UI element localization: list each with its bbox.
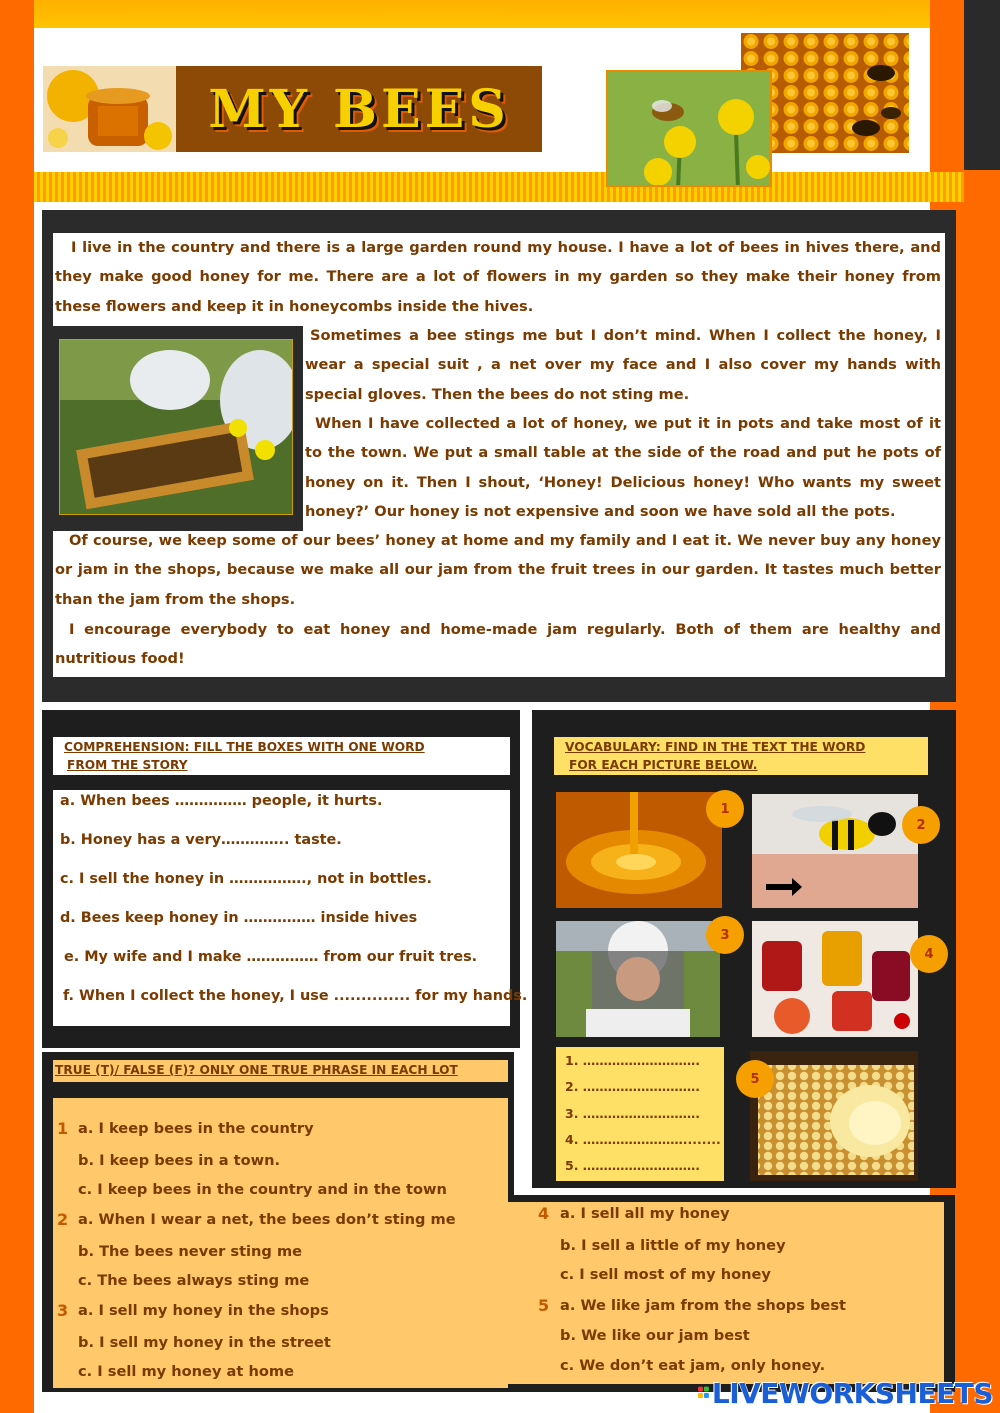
comprehension-item-c[interactable]: c. I sell the honey in ……………., not in bottles. [60,871,432,887]
vocab-badge-1: 1 [706,790,744,828]
tf-2c[interactable]: c. The bees always sting me [78,1272,310,1289]
tf-group-2-number: 2 [57,1210,69,1229]
vocab-answer-2[interactable]: 2. ………………………. [565,1079,701,1094]
right-dark-border [964,0,1000,170]
vocab-picture-jam [752,921,918,1037]
story-paragraph-3: When I have collected a lot of honey, we put it in pots and take most of it to the town. We put a small table at the side of the road and put he pots of honey on it. Then I shout, ‘Honey! Delicious honey! Who wants my sweet honey?’ Our honey is not expensive and soon we have sold all the pots. [305,415,941,521]
left-orange-border [0,0,34,1413]
tf-1b[interactable]: b. I keep bees in a town. [78,1152,281,1169]
striped-divider-band [34,172,964,202]
top-color-band [0,0,1000,28]
vocabulary-heading-line2: FOR EACH PICTURE BELOW. [569,758,758,772]
story-paragraph-4: Of course, we keep some of our bees’ honey at home and my family and I eat it. We never buy any honey or jam in the shops, because we make all our jam from the fruit trees in our garden. It tastes much better than the jam from the shops. [55,532,941,608]
comprehension-heading-line2: FROM THE STORY [67,758,188,772]
vocabulary-heading-line1: VOCABULARY: FIND IN THE TEXT THE WORD [565,740,866,754]
right-orange-border-lower [964,170,1000,1413]
vocab-picture-honeycomb [750,1051,918,1181]
tf-4c[interactable]: c. I sell most of my honey [560,1266,771,1283]
tf-group-5-number: 5 [538,1296,550,1315]
comprehension-item-d[interactable]: d. Bees keep honey in …………… inside hives [60,910,418,926]
tf-group-3-number: 3 [57,1301,69,1320]
tf-4a[interactable]: a. I sell all my honey [560,1205,730,1222]
comprehension-item-a[interactable]: a. When bees …………… people, it hurts. [60,793,383,809]
honey-jar-photo [43,66,177,152]
true-false-heading: TRUE (T)/ FALSE (F)? ONLY ONE TRUE PHRASE IN EACH LOT [55,1063,458,1077]
vocab-answer-3[interactable]: 3. ………………………. [565,1106,701,1121]
vocab-badge-2: 2 [902,806,940,844]
tf-5b[interactable]: b. We like our jam best [560,1327,750,1344]
tf-5a[interactable]: a. We like jam from the shops best [560,1297,846,1314]
tf-1c[interactable]: c. I keep bees in the country and in the town [78,1181,447,1198]
vocab-badge-5: 5 [736,1060,774,1098]
vocab-badge-4: 4 [910,935,948,973]
tf-3c[interactable]: c. I sell my honey at home [78,1363,294,1380]
comprehension-item-b[interactable]: b. Honey has a very………….. taste. [60,832,342,848]
beekeepers-photo [59,339,293,515]
tf-5c[interactable]: c. We don’t eat jam, only honey. [560,1357,826,1374]
tf-group-1-number: 1 [57,1119,69,1138]
vocab-answer-5[interactable]: 5. ………………………. [565,1158,701,1173]
page-title: MY BEES [208,78,510,140]
tf-4b[interactable]: b. I sell a little of my honey [560,1237,786,1254]
tf-3b[interactable]: b. I sell my honey in the street [78,1334,331,1351]
bee-on-flower-photo [606,70,772,187]
vocab-picture-honey [556,792,722,908]
story-paragraph-2: Sometimes a bee stings me but I don’t mind. When I collect the honey, I wear a special suit , a net over my face and I also cover my hands with special gloves. Then the bees do not sting me. [305,327,941,403]
liveworksheets-brand-text: LIVEWORKSHEETS [711,1376,993,1410]
tf-3a[interactable]: a. I sell my honey in the shops [78,1302,329,1319]
vocab-picture-sting [752,794,918,908]
comprehension-item-f[interactable]: f. When I collect the honey, I use .............. for my hands. [63,988,528,1004]
vocab-answer-4[interactable]: 4. ……………………........ [565,1132,721,1147]
tf-2a[interactable]: a. When I wear a net, the bees don’t sting me [78,1211,456,1228]
story-paragraph-1: I live in the country and there is a large garden round my house. I have a lot of bees in hives there, and they make good honey for me. There are a lot of flowers in my garden so they make their honey from these flowers and keep it in honeycombs inside the hives. [55,239,941,315]
comprehension-heading-line1: COMPREHENSION: FILL THE BOXES WITH ONE WORD [64,740,425,754]
vocab-picture-net [556,921,720,1037]
vocab-badge-3: 3 [706,916,744,954]
liveworksheets-logo[interactable] [698,1376,993,1410]
liveworksheets-icon [698,1380,710,1406]
comprehension-item-e[interactable]: e. My wife and I make …………… from our fruit tres. [64,949,478,965]
tf-2b[interactable]: b. The bees never sting me [78,1243,303,1260]
tf-1a[interactable]: a. I keep bees in the country [78,1120,314,1137]
story-paragraph-5: I encourage everybody to eat honey and home-made jam regularly. Both of them are healthy and nutritious food! [55,621,941,668]
tf-group-4-number: 4 [538,1204,550,1223]
vocab-answer-1[interactable]: 1. ………………………. [565,1053,701,1068]
